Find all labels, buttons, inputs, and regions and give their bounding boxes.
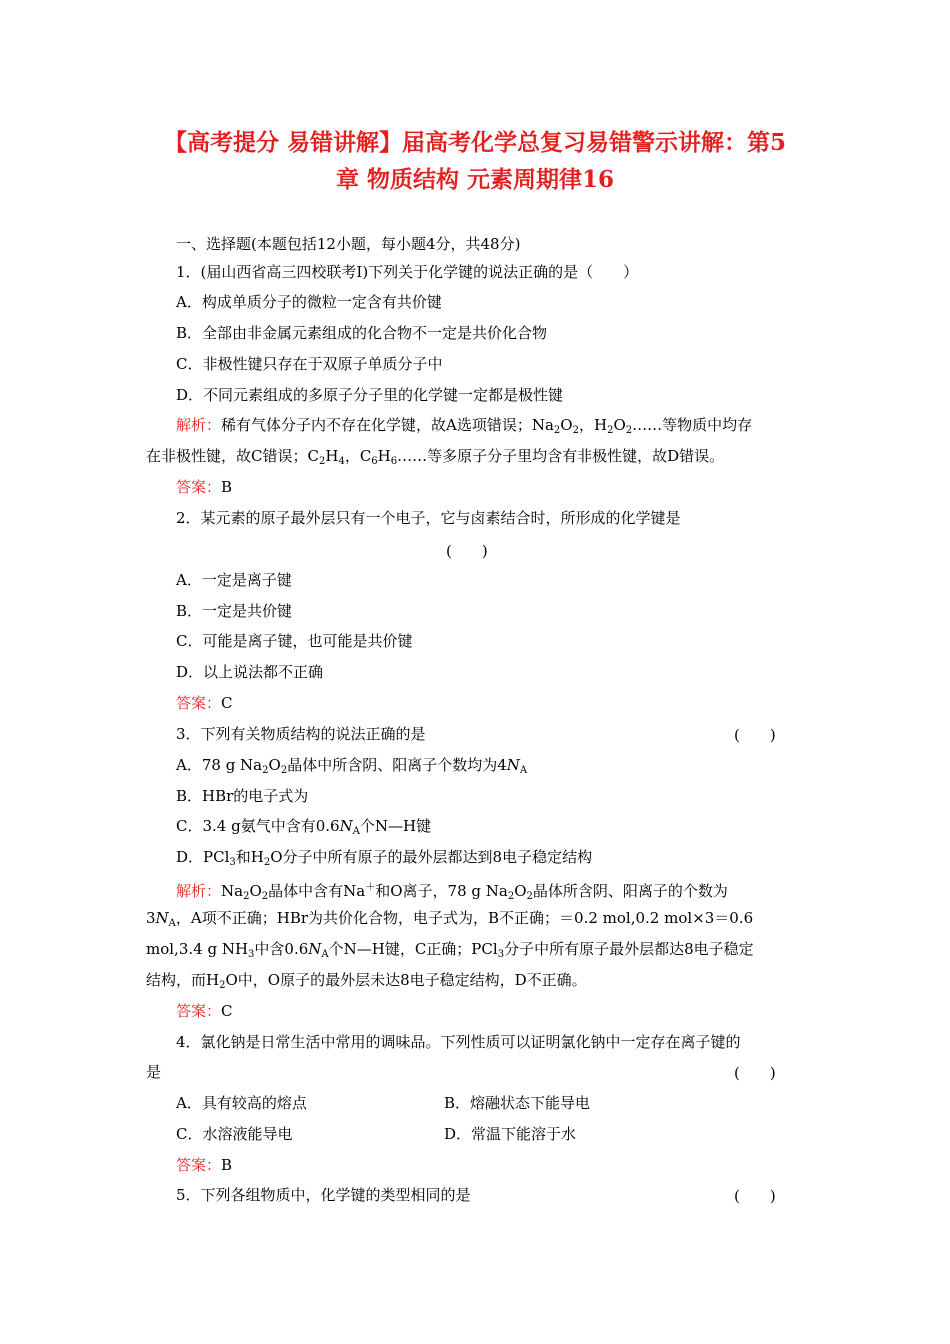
- q1-option-d: D．不同元素组成的多原子分子里的化学键一定都是极性键: [176, 386, 564, 404]
- q1-explanation-line1: 解析：稀有气体分子内不存在化学键，故A选项错误；$Na_2O_2$，$H_2O_2\dots\dots$等物质中均存: [176, 416, 753, 436]
- q3-explanation-label: 解析：: [176, 882, 222, 900]
- q3-option-d: D．PCl$_3$和$H_2O$分子中所有原子的最外层都达到8电子稳定结构: [176, 848, 593, 868]
- q3-explanation-line1: 解析：$Na_2O_2$晶体中含有Na＋和O离子，78 g $Na_2O_2$晶体所含阴、阳离子的个数为: [176, 882, 728, 902]
- q1-exp-text: O: [560, 416, 573, 434]
- q3-option-a: A．78 g $Na_2O_2$晶体中所含阴、阳离子个数均为$4N_A$: [176, 756, 528, 776]
- q2-answer: [176, 693, 233, 713]
- q3-exp-text: 结构，而H: [146, 971, 220, 989]
- q3-answer-blank: ( ): [734, 726, 776, 744]
- q3-exp-text: N: [308, 940, 322, 958]
- q1-exp-text: ，H: [578, 416, 608, 434]
- answer-label: 答案：: [176, 1156, 222, 1174]
- q3-text: A．78 g Na: [176, 756, 263, 774]
- q3-text: N: [339, 817, 353, 835]
- q2-stem: 2．某元素的原子最外层只有一个电子，它与卤素结合时，所形成的化学键是: [176, 509, 681, 527]
- q1-option-a: A．构成单质分子的微粒一定含有共价键: [176, 293, 442, 311]
- answer-label: 答案：: [176, 478, 222, 496]
- q3-exp-text: O: [514, 882, 527, 900]
- q1-exp-text: ，C: [344, 447, 372, 465]
- q4-option-d: D．常温下能溶于水: [444, 1125, 577, 1143]
- q2-answer-blank: ( ): [446, 542, 488, 560]
- answer-value: B: [221, 478, 233, 496]
- q3-exp-text: 分子中所有原子最外层都达8电子稳定: [504, 940, 754, 958]
- q2-option-a: A．一定是离子键: [176, 571, 292, 589]
- q3-exp-text: mol,3.4 g NH: [146, 940, 249, 958]
- q1-exp-text: ……等物质中均存: [632, 416, 753, 434]
- q3-exp-text: 个N—H键，C正确；PCl: [328, 940, 498, 958]
- q3-exp-text: A: [321, 949, 329, 960]
- q1-option-b: B．全部由非金属元素组成的化合物不一定是共价化合物: [176, 324, 548, 342]
- q3-explanation-line2: [146, 908, 753, 934]
- q1-stem: 1．(届山西省高三四校联考Ⅰ)下列关于化学键的说法正确的是（ ）: [176, 263, 639, 281]
- q3-exp-text: 晶体所含阴、阳离子的个数为: [532, 882, 728, 900]
- q3-text: A: [352, 826, 360, 837]
- doc-title-line2: 章 物质结构 元素周期律16: [335, 166, 615, 193]
- q3-exp-text: A: [168, 918, 176, 929]
- q3-text: A: [519, 765, 528, 776]
- q3-text: 个N—H键: [359, 817, 432, 835]
- q3-text: O分子中所有原子的最外层都达到8电子稳定结构: [270, 848, 593, 866]
- q1-exp-text: ……等多原子分子里均含有非极性键，故D错误。: [397, 447, 725, 465]
- q4-stem-line1: 4．氯化钠是日常生活中常用的调味品。下列性质可以证明氯化钠中一定存在离子键的: [176, 1033, 741, 1051]
- q3-text: O: [268, 756, 281, 774]
- q3-text: N: [506, 756, 520, 774]
- q3-text: D．PCl: [176, 848, 230, 866]
- q1-explanation-line2: 在非极性键，故C错误；$C_2H_4$，$C_6H_6\dots\dots$等多原子分子里均含有非极性键，故D错误。: [146, 447, 725, 467]
- q3-explanation-line4: 结构，而$H_2O$中，O原子的最外层未达8电子稳定结构，D不正确。: [146, 971, 587, 991]
- q3-exp-text: Na: [221, 882, 244, 900]
- q1-exp-text: H: [325, 447, 339, 465]
- q1-answer: [176, 477, 232, 497]
- q4-option-c: C．水溶液能导电: [176, 1125, 293, 1143]
- q4-option-b: B．熔融状态下能导电: [444, 1094, 591, 1112]
- q1-exp-text: 在非极性键，故C错误；C: [146, 447, 319, 465]
- section-heading: 一、选择题(本题包括12小题，每小题4分，共48分): [176, 235, 521, 253]
- q3-text: 和H: [235, 848, 264, 866]
- q3-exp-text: 晶体中含有Na: [268, 882, 366, 900]
- doc-title-line1: 【高考提分 易错讲解】届高考化学总复习易错警示讲解：第5: [163, 129, 786, 156]
- answer-value: C: [221, 694, 233, 712]
- q3-stem: 3．下列有关物质结构的说法正确的是: [176, 725, 426, 743]
- q3-exp-text: 3: [146, 909, 156, 927]
- q3-explanation-line3: mol,3.4 g $NH_3$中含$0.6N_A$个N—H键，C正确；PCl$_3$分子中所有原子最外层都达8电子稳定: [146, 940, 754, 960]
- q3-exp-text: ，A项不正确；HBr为共价化合物，电子式为，B不正确；＝0.2 mol,0.2 mol×3＝0.6: [175, 909, 754, 927]
- q2-option-b: B．一定是共价键: [176, 602, 293, 620]
- q3-exp-text: O中，O原子的最外层未达8电子稳定结构，D不正确。: [225, 971, 587, 989]
- answer-value: C: [221, 1002, 233, 1020]
- q4-answer: [176, 1155, 232, 1175]
- q3-text: 晶体中所含阴、阳离子个数均为4: [287, 756, 507, 774]
- q4-answer-blank: ( ): [734, 1064, 776, 1082]
- q4-option-a: A．具有较高的熔点: [176, 1094, 307, 1112]
- answer-label: 答案：: [176, 694, 222, 712]
- q3-exp-text: 中含0.6: [254, 940, 309, 958]
- q3-exp-text: O: [249, 882, 262, 900]
- q5-answer-blank: ( ): [734, 1187, 776, 1205]
- q1-exp-text: O: [613, 416, 626, 434]
- answer-label: 答案：: [176, 1002, 222, 1020]
- q2-option-c: C．可能是离子键，也可能是共价键: [176, 632, 413, 650]
- q3-option-c: [176, 816, 431, 842]
- q5-stem: 5．下列各组物质中，化学键的类型相同的是: [176, 1186, 471, 1204]
- q3-text: C．3.4 g氨气中含有0.6: [176, 817, 340, 835]
- q2-option-d: D．以上说法都不正确: [176, 663, 324, 681]
- q1-option-c: C．非极性键只存在于双原子单质分子中: [176, 355, 443, 373]
- q3-option-b: B．HBr的电子式为: [176, 787, 309, 805]
- answer-value: B: [221, 1156, 233, 1174]
- q3-exp-text: N: [155, 909, 169, 927]
- q3-answer: [176, 1001, 233, 1021]
- q1-explanation-label: 解析：: [176, 416, 222, 434]
- q3-exp-text: 和O离子，78 g Na: [375, 882, 508, 900]
- q4-stem-line2: 是: [146, 1063, 162, 1081]
- q1-exp-text: 稀有气体分子内不存在化学键，故A选项错误；Na: [221, 416, 554, 434]
- q1-exp-text: H: [377, 447, 391, 465]
